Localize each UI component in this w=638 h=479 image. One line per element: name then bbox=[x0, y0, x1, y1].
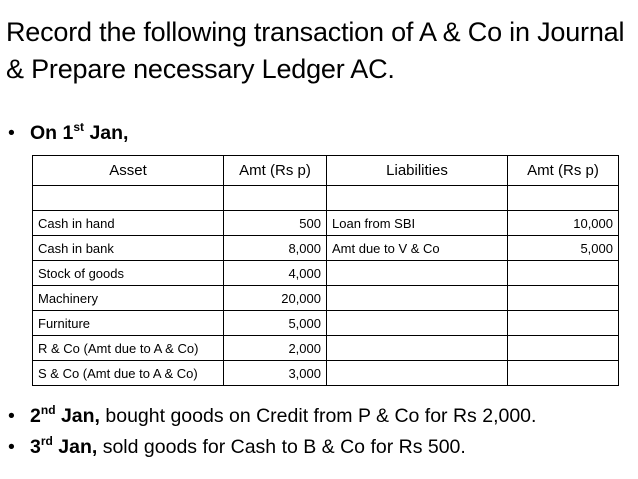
bullet-jan-2 bbox=[8, 404, 536, 428]
asset-cell: Cash in bank bbox=[33, 236, 224, 261]
table-row bbox=[33, 236, 619, 261]
header-liabilities: Liabilities bbox=[327, 156, 508, 186]
asset-cell: Cash in hand bbox=[33, 211, 224, 236]
bullet-dot: • bbox=[8, 405, 15, 427]
bullet-month: Jan, bbox=[52, 436, 98, 458]
liability-cell bbox=[327, 336, 508, 361]
bullet-dot: • bbox=[8, 122, 15, 144]
asset-cell bbox=[33, 186, 224, 211]
table-row bbox=[33, 286, 619, 311]
table-row bbox=[33, 261, 619, 286]
asset-amount-cell: 3,000 bbox=[224, 361, 327, 386]
bullet-day: 3 bbox=[30, 436, 41, 458]
table-row bbox=[33, 186, 619, 211]
bullet-prefix: On bbox=[30, 122, 63, 144]
asset-amount-cell: 20,000 bbox=[224, 286, 327, 311]
bullet-day: 1 bbox=[62, 122, 74, 144]
liability-amount-cell: 5,000 bbox=[508, 236, 619, 261]
table-row bbox=[33, 336, 619, 361]
liability-amount-cell bbox=[508, 311, 619, 336]
asset-amount-cell: 4,000 bbox=[224, 261, 327, 286]
balance-table bbox=[32, 155, 619, 386]
liability-amount-cell bbox=[508, 261, 619, 286]
liability-cell bbox=[327, 261, 508, 286]
bullet-jan-1 bbox=[8, 121, 128, 145]
asset-amount-cell: 5,000 bbox=[224, 311, 327, 336]
liability-amount-cell: 10,000 bbox=[508, 211, 619, 236]
asset-cell: Furniture bbox=[33, 311, 224, 336]
asset-amount-cell: 2,000 bbox=[224, 336, 327, 361]
table-row bbox=[33, 311, 619, 336]
liability-cell bbox=[327, 361, 508, 386]
asset-cell: Machinery bbox=[33, 286, 224, 311]
asset-cell: S & Co (Amt due to A & Co) bbox=[33, 361, 224, 386]
asset-cell: R & Co (Amt due to A & Co) bbox=[33, 336, 224, 361]
liability-amount-cell bbox=[508, 186, 619, 211]
liability-amount-cell bbox=[508, 286, 619, 311]
liability-cell bbox=[327, 186, 508, 211]
liability-amount-cell bbox=[508, 361, 619, 386]
slide-title: Record the following transaction of A & Co in Journal & Prepare necessary Ledger AC. bbox=[6, 17, 625, 84]
table-row bbox=[33, 211, 619, 236]
bullet-suffix: nd bbox=[40, 403, 56, 417]
asset-cell: Stock of goods bbox=[33, 261, 224, 286]
bullet-suffix: rd bbox=[40, 434, 53, 448]
table-row bbox=[33, 361, 619, 386]
header-asset: Asset bbox=[33, 156, 224, 186]
liability-cell bbox=[327, 286, 508, 311]
liability-cell: Amt due to V & Co bbox=[327, 236, 508, 261]
bullet-text: sold goods for Cash to B & Co for Rs 500. bbox=[97, 436, 466, 458]
header-liabilities-amount: Amt (Rs p) bbox=[508, 156, 619, 186]
bullet-jan-3 bbox=[8, 435, 466, 459]
header-asset-amount: Amt (Rs p) bbox=[224, 156, 327, 186]
liability-cell bbox=[327, 311, 508, 336]
bullet-suffix: st bbox=[73, 120, 85, 134]
asset-amount-cell bbox=[224, 186, 327, 211]
table-header-row bbox=[33, 156, 619, 186]
bullet-day: 2 bbox=[30, 405, 41, 427]
bullet-month: Jan, bbox=[84, 122, 129, 144]
bullet-month: Jan, bbox=[55, 405, 100, 427]
bullet-text: bought goods on Credit from P & Co for Rs 2,000. bbox=[99, 405, 537, 427]
bullet-dot: • bbox=[8, 436, 15, 458]
asset-amount-cell: 8,000 bbox=[224, 236, 327, 261]
asset-amount-cell: 500 bbox=[224, 211, 327, 236]
liability-amount-cell bbox=[508, 336, 619, 361]
liability-cell: Loan from SBI bbox=[327, 211, 508, 236]
